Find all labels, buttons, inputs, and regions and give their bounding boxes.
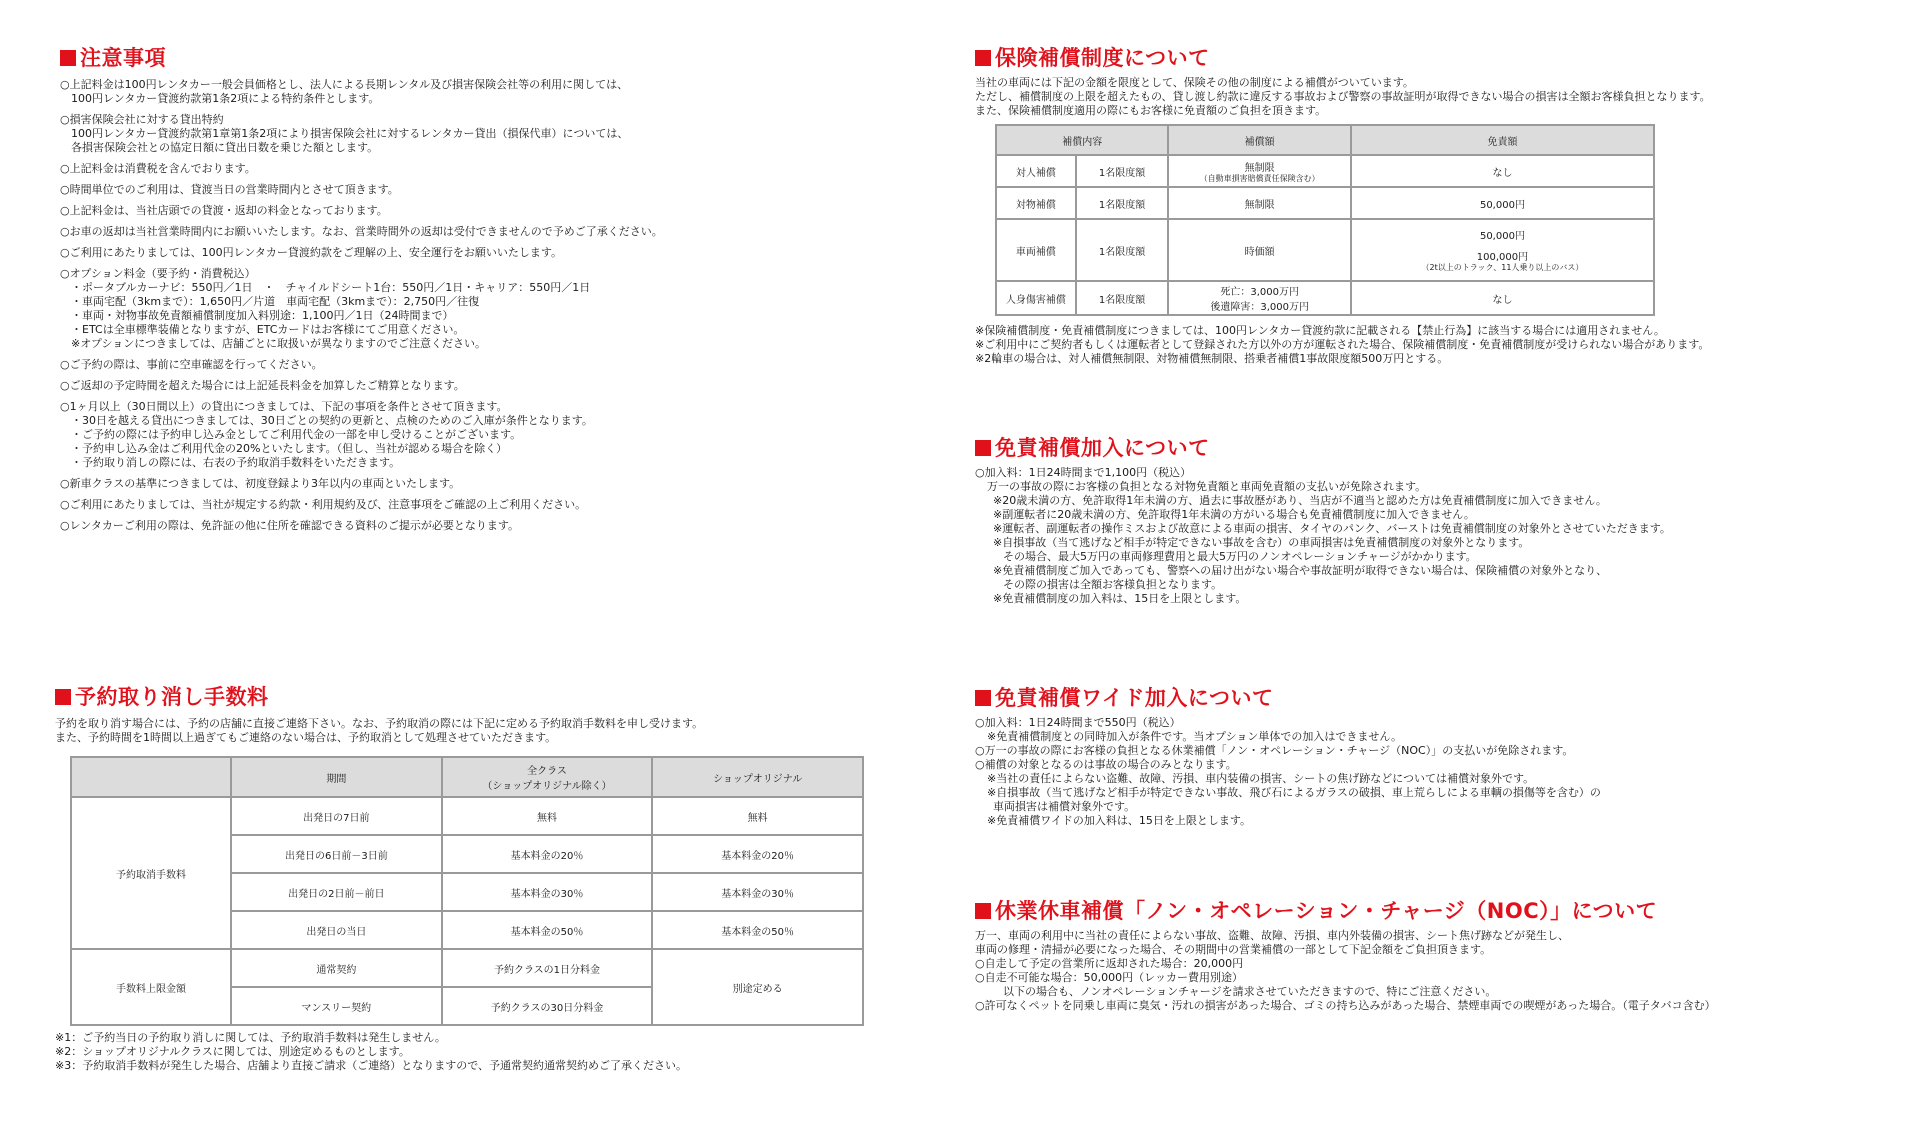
note-item [60,246,663,260]
note-item [60,113,663,155]
note-line: ・予約取り消しの際には、右表の予約取消手数料をいただきます。 [60,456,401,469]
table-header-blank [71,757,231,797]
all-class-cell: 基本料金の50％ [442,911,653,949]
cdw-line: その場合、最大5万円の車両修理費用と最大5万円のノンオペレーションチャージがかかります。 [1003,550,1477,563]
wide-line: ※自損事故（当て逃げなど相手が特定できない事故、飛び石によるガラスの破損、車上荒らしによる車輌の損傷等を含む）の [987,786,1601,799]
note-item [60,400,663,470]
note-line: ○新車クラスの基準につきましては、初度登録より3年以内の車両といたします。 [60,477,461,490]
shop-cell: 基本料金の50％ [652,911,863,949]
wide-line: ○補償の対象となるのは事故の場合のみとなります。 [975,758,1237,771]
note-item [60,183,663,197]
deductible-cell: なし [1351,281,1654,315]
wide-line: ○加入料：1日24時間まで550円（税込） [975,716,1181,729]
table-header-row [996,125,1654,155]
note-item [60,379,663,393]
table-header-amount: 補償額 [1168,125,1350,155]
insurance-intro-line: 当社の車両には下記の金額を限度として、保険その他の制度による補償がついています。 [975,76,1414,89]
note-line: ・予約申し込み金はご利用代金の20%といたします。（但し、当社が認める場合を除く） [60,442,508,455]
note-line: ○ご利用にあたりましては、当社が規定する約款・利用規約及び、注意事項をご確認の上ご利用ください。 [60,498,587,511]
insurance-section [975,44,1711,366]
limit-cell: 1名限度額 [1076,219,1169,281]
note-line: ○お車の返却は当社営業時間内にお願いいたします。なお、営業時間外の返却は受付できませんので予めご了承ください。 [60,225,663,238]
footnote: ※2：ショップオリジナルクラスに関しては、別途定めるものとします。 [55,1045,410,1058]
amount-cell: 死亡：3,000万円 後遺障害：3,000万円 [1168,281,1350,315]
note-item [60,162,663,176]
note-line: ○ご利用にあたりましては、100円レンタカー貸渡約款をご理解の上、安全運行をお願いいたします。 [60,246,562,259]
noc-line: ○自走して予定の営業所に返却された場合：20,000円 [975,957,1244,970]
type-cell: 対物補償 [996,187,1076,219]
footnote: ※3：予約取消手数料が発生した場合、店舗より直接ご請求（ご連絡）となりますので、予通常契約通常契約めご了承ください。 [55,1059,687,1072]
noc-line: 車両の修理・清掃が必要になった場合、その期間中の営業補償の一部として下記金額をご負担頂きます。 [975,943,1492,956]
group-fee-limit: 手数料上限金額 [71,949,231,1025]
insurance-intro-line: また、保険補償制度適用の際にもお客様に免責額のご負担を頂きます。 [975,104,1327,117]
cdw-line: ※免責補償制度の加入料は、15日を上限とします。 [993,592,1247,605]
cdw-line: その際の損害は全額お客様負担となります。 [1003,578,1223,591]
wide-line: ※免責補償ワイドの加入料は、15日を上限とします。 [987,814,1252,827]
period-cell: 出発日の6日前－3日前 [231,835,442,873]
shop-cell: 基本料金の20％ [652,835,863,873]
notes-title: 注意事項 [60,44,663,72]
cancel-fee-table [70,756,864,1026]
note-item [60,78,663,106]
table-row [71,797,863,835]
note-item [60,204,663,218]
red-square-icon [975,903,991,919]
note-line: ○オプション料金（要予約・消費税込） [60,267,256,280]
amount-cell: 無制限 （自動車損害賠償責任保険含む） [1168,155,1350,187]
cancel-section [55,683,885,1073]
table-row [996,219,1654,281]
wide-line: 車両損害は補償対象外です。 [993,800,1136,813]
note-line: ○損害保険会社に対する貸出特約 [60,113,224,126]
note-item [60,519,663,533]
cancel-intro-line: 予約を取り消す場合には、予約の店舗に直接ご連絡下さい。なお、予約取消の際には下記に定める予約取消手数料を申し受けます。 [55,717,704,730]
period-cell: 出発日の7日前 [231,797,442,835]
type-cell: 人身傷害補償 [996,281,1076,315]
cancel-intro [55,717,885,745]
noc-line: 万一、車両の利用中に当社の責任によらない事故、盗難、故障、汚損、車内外装備の損害、シート焦げ跡などが発生し、 [975,929,1569,942]
red-square-icon [60,50,76,66]
cdw-line: ※免責補償制度ご加入であっても、警察への届け出がない場合や事故証明が取得できない場合は、保険補償の対象外となり、 [993,564,1608,577]
note-item [60,498,663,512]
period-cell: 出発日の当日 [231,911,442,949]
cdw-line: ※自損事故（当て逃げなど相手が特定できない事故を含む）の車両損害は免責補償制度の対象外となります。 [993,536,1530,549]
insurance-intro [975,76,1711,118]
noc-title: 休業休車補償「ノン・オペレーション・チャージ（NOC）」について [975,897,1716,925]
deductible-cell: 50,000円 [1351,187,1654,219]
cdw-line: ○加入料：1日24時間まで1,100円（税込） [975,466,1192,479]
notes-list [60,78,663,533]
note-line: ○上記料金は、当社店頭での貸渡・返却の料金となっております。 [60,204,388,217]
note-line: ・車両・対物事故免責額補償制度加入料別途：1,100円／1日（24時間まで） [60,309,454,322]
cdw-list [975,466,1671,606]
table-header-all-class: 全クラス （ショップオリジナル除く） [442,757,653,797]
cancel-footnotes [55,1031,885,1073]
all-class-cell: 基本料金の20％ [442,835,653,873]
red-square-icon [975,50,991,66]
cdw-line: ※運転者、副運転者の操作ミスおよび故意による車両の損害、タイヤのパンク、バーストは免責補償制度の対象外とさせていただきます。 [993,522,1671,535]
wide-line: ○万一の事故の際にお客様の負担となる休業補償「ノン・オペレーション・チャージ（NOC）」の支払いが免除されます。 [975,744,1574,757]
wide-list [975,716,1601,828]
insurance-note: ※ご利用中にご契約者もしくは運転者として登録された方以外の方が運転された場合、保険補償制度・免責補償制度が受けられない場合があります。 [975,338,1710,351]
cancel-title: 予約取り消し手数料 [55,683,885,711]
insurance-note: ※保険補償制度・免責補償制度につきましては、100円レンタカー貸渡約款に記載される【禁止行為】に該当する場合には適用されません。 [975,324,1665,337]
insurance-notes [975,324,1711,366]
shop-cell: 基本料金の30％ [652,873,863,911]
note-line: ○上記料金は100円レンタカー一般会員価格とし、法人による長期レンタル及び損害保険会社等の利用に関しては、 [60,78,629,91]
group-cancel-fee: 予約取消手数料 [71,797,231,949]
cdw-title: 免責補償加入について [975,434,1671,462]
cdw-line: 万一の事故の際にお客様の負担となる対物免責額と車両免責額の支払いが免除されます。 [987,480,1427,493]
note-line: ○時間単位でのご利用は、貸渡当日の営業時間内とさせて頂きます。 [60,183,399,196]
limit-cell: 1名限度額 [1076,155,1169,187]
shop-cell: 無料 [652,797,863,835]
note-line: 100円レンタカー貸渡約款第1条2項による特約条件とします。 [60,92,380,105]
period-cell: 通常契約 [231,949,442,987]
deductible-cell: 50,000円 100,000円 （2t以上のトラック、11人乗り以上のバス） [1351,219,1654,281]
all-class-cell: 基本料金の30％ [442,873,653,911]
noc-line: ○自走不可能な場合：50,000円（レッカー費用別途） [975,971,1243,984]
cdw-line: ※副運転者に20歳未満の方、免許取得1年未満の方がいる場合も免責補償制度に加入できません。 [993,508,1475,521]
red-square-icon [975,690,991,706]
wide-title: 免責補償ワイド加入について [975,684,1601,712]
note-item [60,477,663,491]
period-cell: マンスリー契約 [231,987,442,1025]
note-item [60,267,663,351]
deductible-cell: なし [1351,155,1654,187]
table-header-period: 期間 [231,757,442,797]
note-line: ・ETCは全車標準装備となりますが、ETCカードはお客様にてご用意ください。 [60,323,465,336]
note-line: ・30日を越える貸出につきましては、30日ごとの契約の更新と、点検のためのご入庫が条件となります。 [60,414,593,427]
noc-list [975,929,1716,1013]
footnote: ※1：ご予約当日の予約取り消しに関しては、予約取消手数料は発生しません。 [55,1031,446,1044]
note-line: ○レンタカーご利用の際は、免許証の他に住所を確認できる資料のご提示が必要となります。 [60,519,519,532]
period-cell: 出発日の2日前－前日 [231,873,442,911]
table-row [996,187,1654,219]
table-header-row [71,757,863,797]
noc-line: 以下の場合も、ノンオペレーションチャージを請求させていただきますので、特にご注意ください。 [1003,985,1497,998]
all-class-cell: 無料 [442,797,653,835]
wide-line: ※免責補償制度との同時加入が条件です。当オプション単体での加入はできません。 [987,730,1403,743]
amount-cell: 無制限 [1168,187,1350,219]
noc-section [975,897,1716,1013]
cdw-line: ※20歳未満の方、免許取得1年未満の方、過去に事故歴があり、当店が不適当と認めた方は免責補償制度に加入できません。 [993,494,1607,507]
wide-section [975,684,1601,828]
type-cell: 車両補償 [996,219,1076,281]
insurance-note: ※2輪車の場合は、対人補償無制限、対物補償無制限、搭乗者補償1事故限度額500万円とする。 [975,352,1449,365]
all-class-cell: 予約クラスの30日分料金 [442,987,653,1025]
insurance-intro-line: ただし、補償制度の上限を超えたもの、貸し渡し約款に違反する事故および警察の事故証明が取得できない場合の損害は全額お客様負担となります。 [975,90,1711,103]
table-row [996,155,1654,187]
note-line: ○上記料金は消費税を含んでおります。 [60,162,256,175]
shop-cell: 別途定める [652,949,863,1025]
type-cell: 対人補償 [996,155,1076,187]
note-line: ○1ヶ月以上（30日間以上）の貸出につきましては、下記の事項を条件とさせて頂きます。 [60,400,508,413]
note-line: ・ご予約の際には予約申し込み金としてご利用代金の一部を申し受けることがございます。 [60,428,522,441]
note-line: ※オプションにつきましては、店舗ごとに取扱いが異なりますのでご注意ください。 [60,337,487,350]
table-header-content: 補償内容 [996,125,1168,155]
wide-line: ※当社の責任によらない盗難、故障、汚損、車内装備の損害、シートの焦げ跡などについては補償対象外です。 [987,772,1535,785]
note-item [60,225,663,239]
table-header-deductible: 免責額 [1351,125,1654,155]
note-line: ○ご返却の予定時間を超えた場合には上記延長料金を加算したご精算となります。 [60,379,465,392]
amount-cell: 時価額 [1168,219,1350,281]
insurance-table [995,124,1655,316]
table-row [71,949,863,987]
cancel-intro-line: また、予約時間を1時間以上過ぎてもご連絡のない場合は、予約取消として処理させていただきます。 [55,731,557,744]
note-line: ○ご予約の際は、事前に空車確認を行ってください。 [60,358,323,371]
table-header-shop-original: ショップオリジナル [652,757,863,797]
note-item [60,358,663,372]
cdw-section [975,434,1671,606]
note-line: 100円レンタカー貸渡約款第1章第1条2項により損害保険会社に対するレンタカー貸出（損保代車）については、 [60,127,629,140]
insurance-title: 保険補償制度について [975,44,1711,72]
noc-line: ○許可なくペットを同乗し車両に臭気・汚れの損害があった場合、ゴミの持ち込みがあった場合、禁煙車両での喫煙があった場合。（電子タバコ含む） [975,999,1716,1012]
limit-cell: 1名限度額 [1076,281,1169,315]
red-square-icon [55,689,71,705]
note-line: 各損害保険会社との協定日額に貸出日数を乗じた額とします。 [60,141,379,154]
red-square-icon [975,440,991,456]
note-line: ・ポータブルカーナビ：550円／1日 ・ チャイルドシート1台：550円／1日・キャリア：550円／1日 [60,281,591,294]
all-class-cell: 予約クラスの1日分料金 [442,949,653,987]
notes-section [60,44,663,540]
note-line: ・車両宅配（3kmまで）：1,650円／片道 車両宅配（3kmまで）：2,750円／往復 [60,295,480,308]
table-row [996,281,1654,315]
limit-cell: 1名限度額 [1076,187,1169,219]
